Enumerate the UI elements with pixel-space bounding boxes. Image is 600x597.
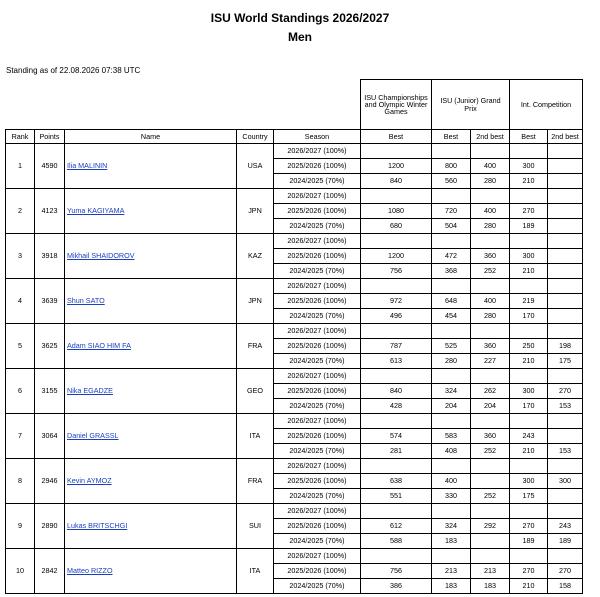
- page-subtitle: Men: [288, 30, 312, 44]
- skater-name-link[interactable]: Kevin AYMOZ: [67, 476, 112, 486]
- points-cell: 3639: [35, 279, 65, 324]
- gp-best-cell: 648: [432, 294, 471, 309]
- season-cell: 2026/2027 (100%): [274, 459, 361, 474]
- gp-2nd-best-cell: 400: [471, 204, 510, 219]
- champ-best-cell: 428: [361, 399, 432, 414]
- gp-2nd-best-cell: [471, 534, 510, 549]
- season-cell: 2026/2027 (100%): [274, 189, 361, 204]
- col-rank: Rank: [6, 130, 35, 144]
- gp-2nd-best-cell: 280: [471, 174, 510, 189]
- gp-2nd-best-cell: 262: [471, 384, 510, 399]
- gp-2nd-best-cell: 360: [471, 339, 510, 354]
- gp-best-cell: 583: [432, 429, 471, 444]
- season-cell: 2024/2025 (70%): [274, 489, 361, 504]
- season-cell: 2026/2027 (100%): [274, 414, 361, 429]
- group-header-int-competition: Int. Competition: [510, 80, 583, 130]
- champ-best-cell: 756: [361, 564, 432, 579]
- country-cell: JPN: [237, 189, 274, 234]
- champ-best-cell: [361, 369, 432, 384]
- ic-2nd-best-cell: 153: [548, 399, 583, 414]
- ic-best-cell: 219: [510, 294, 548, 309]
- champ-best-cell: 756: [361, 264, 432, 279]
- gp-best-cell: 472: [432, 249, 471, 264]
- skater-name-link[interactable]: Ilia MALININ: [67, 161, 108, 171]
- gp-best-cell: 368: [432, 264, 471, 279]
- champ-best-cell: 787: [361, 339, 432, 354]
- champ-best-cell: 1080: [361, 204, 432, 219]
- season-cell: 2024/2025 (70%): [274, 354, 361, 369]
- skater-name-cell: [65, 144, 237, 189]
- country-cell: SUI: [237, 504, 274, 549]
- season-cell: 2026/2027 (100%): [274, 369, 361, 384]
- table-row: [6, 189, 583, 204]
- champ-best-cell: 840: [361, 174, 432, 189]
- ic-best-cell: [510, 324, 548, 339]
- champ-best-cell: 1200: [361, 249, 432, 264]
- ic-best-cell: 170: [510, 399, 548, 414]
- ic-2nd-best-cell: 300: [548, 474, 583, 489]
- champ-best-cell: 574: [361, 429, 432, 444]
- skater-name-cell: [65, 549, 237, 594]
- table-row: [6, 414, 583, 429]
- champ-best-cell: 551: [361, 489, 432, 504]
- ic-2nd-best-cell: 243: [548, 519, 583, 534]
- ic-2nd-best-cell: [548, 219, 583, 234]
- ic-2nd-best-cell: [548, 279, 583, 294]
- rank-cell: 3: [6, 234, 35, 279]
- gp-2nd-best-cell: [471, 234, 510, 249]
- gp-best-cell: [432, 369, 471, 384]
- col-name: Name: [65, 130, 237, 144]
- col-ic-2nd-best: 2nd best: [548, 130, 583, 144]
- ic-2nd-best-cell: [548, 159, 583, 174]
- country-cell: ITA: [237, 414, 274, 459]
- skater-name-cell: [65, 459, 237, 504]
- season-cell: 2024/2025 (70%): [274, 399, 361, 414]
- ic-2nd-best-cell: [548, 429, 583, 444]
- skater-name-link[interactable]: Matteo RIZZO: [67, 566, 113, 576]
- points-cell: 2946: [35, 459, 65, 504]
- skater-name-cell: [65, 234, 237, 279]
- champ-best-cell: 680: [361, 219, 432, 234]
- champ-best-cell: 638: [361, 474, 432, 489]
- gp-2nd-best-cell: [471, 474, 510, 489]
- rank-cell: 1: [6, 144, 35, 189]
- rank-cell: 4: [6, 279, 35, 324]
- rank-cell: 10: [6, 549, 35, 594]
- gp-2nd-best-cell: 183: [471, 579, 510, 594]
- ic-best-cell: 170: [510, 309, 548, 324]
- ic-best-cell: 270: [510, 204, 548, 219]
- ic-2nd-best-cell: [548, 459, 583, 474]
- ic-2nd-best-cell: [548, 309, 583, 324]
- table-row: [6, 549, 583, 564]
- season-cell: 2024/2025 (70%): [274, 264, 361, 279]
- ic-best-cell: [510, 504, 548, 519]
- gp-2nd-best-cell: [471, 324, 510, 339]
- champ-best-cell: 496: [361, 309, 432, 324]
- ic-best-cell: 300: [510, 159, 548, 174]
- champ-best-cell: 612: [361, 519, 432, 534]
- ic-best-cell: 243: [510, 429, 548, 444]
- champ-best-cell: 386: [361, 579, 432, 594]
- season-cell: 2025/2026 (100%): [274, 249, 361, 264]
- gp-best-cell: 213: [432, 564, 471, 579]
- ic-best-cell: 250: [510, 339, 548, 354]
- gp-best-cell: 183: [432, 534, 471, 549]
- champ-best-cell: 613: [361, 354, 432, 369]
- skater-name-link[interactable]: Lukas BRITSCHGI: [67, 521, 128, 531]
- skater-name-link[interactable]: Daniel GRASSL: [67, 431, 119, 441]
- table-row: [6, 369, 583, 384]
- champ-best-cell: 588: [361, 534, 432, 549]
- gp-best-cell: 324: [432, 384, 471, 399]
- ic-best-cell: 189: [510, 219, 548, 234]
- rank-cell: 2: [6, 189, 35, 234]
- champ-best-cell: 972: [361, 294, 432, 309]
- season-cell: 2024/2025 (70%): [274, 534, 361, 549]
- col-season: Season: [274, 130, 361, 144]
- season-cell: 2026/2027 (100%): [274, 234, 361, 249]
- gp-best-cell: [432, 279, 471, 294]
- table-row: [6, 234, 583, 249]
- gp-2nd-best-cell: [471, 549, 510, 564]
- season-cell: 2024/2025 (70%): [274, 579, 361, 594]
- gp-best-cell: 204: [432, 399, 471, 414]
- ic-2nd-best-cell: [548, 234, 583, 249]
- ic-2nd-best-cell: [548, 294, 583, 309]
- skater-name-link[interactable]: Yuma KAGIYAMA: [67, 206, 125, 216]
- col-gp-best: Best: [432, 130, 471, 144]
- country-cell: KAZ: [237, 234, 274, 279]
- gp-2nd-best-cell: 204: [471, 399, 510, 414]
- col-points: Points: [35, 130, 65, 144]
- champ-best-cell: 281: [361, 444, 432, 459]
- season-cell: 2026/2027 (100%): [274, 279, 361, 294]
- gp-best-cell: 800: [432, 159, 471, 174]
- ic-best-cell: 210: [510, 444, 548, 459]
- rank-cell: 9: [6, 504, 35, 549]
- ic-best-cell: [510, 189, 548, 204]
- gp-2nd-best-cell: 400: [471, 159, 510, 174]
- skater-name-cell: [65, 189, 237, 234]
- champ-best-cell: [361, 189, 432, 204]
- gp-best-cell: 330: [432, 489, 471, 504]
- season-cell: 2025/2026 (100%): [274, 474, 361, 489]
- ic-best-cell: 300: [510, 249, 548, 264]
- season-cell: 2025/2026 (100%): [274, 564, 361, 579]
- ic-2nd-best-cell: [548, 249, 583, 264]
- ic-2nd-best-cell: [548, 264, 583, 279]
- season-cell: 2026/2027 (100%): [274, 504, 361, 519]
- champ-best-cell: [361, 144, 432, 159]
- page-title: ISU World Standings 2026/2027: [210, 11, 390, 25]
- ic-best-cell: 210: [510, 354, 548, 369]
- ic-2nd-best-cell: 153: [548, 444, 583, 459]
- gp-2nd-best-cell: 280: [471, 219, 510, 234]
- champ-best-cell: 1200: [361, 159, 432, 174]
- ic-best-cell: 300: [510, 384, 548, 399]
- points-cell: 2890: [35, 504, 65, 549]
- country-cell: FRA: [237, 324, 274, 369]
- champ-best-cell: [361, 459, 432, 474]
- table-row: [6, 279, 583, 294]
- season-cell: 2024/2025 (70%): [274, 444, 361, 459]
- points-cell: 3918: [35, 234, 65, 279]
- gp-2nd-best-cell: [471, 459, 510, 474]
- gp-2nd-best-cell: [471, 504, 510, 519]
- ic-best-cell: [510, 459, 548, 474]
- gp-2nd-best-cell: 292: [471, 519, 510, 534]
- ic-best-cell: 210: [510, 579, 548, 594]
- ic-best-cell: 270: [510, 564, 548, 579]
- ic-2nd-best-cell: 198: [548, 339, 583, 354]
- skater-name-cell: [65, 414, 237, 459]
- season-cell: 2025/2026 (100%): [274, 294, 361, 309]
- ic-2nd-best-cell: [548, 324, 583, 339]
- ic-best-cell: [510, 144, 548, 159]
- country-cell: USA: [237, 144, 274, 189]
- gp-best-cell: 408: [432, 444, 471, 459]
- points-cell: 4123: [35, 189, 65, 234]
- season-cell: 2026/2027 (100%): [274, 549, 361, 564]
- gp-best-cell: [432, 504, 471, 519]
- table-row: [6, 144, 583, 159]
- country-cell: GEO: [237, 369, 274, 414]
- skater-name-cell: [65, 369, 237, 414]
- ic-2nd-best-cell: [548, 489, 583, 504]
- country-cell: ITA: [237, 549, 274, 594]
- gp-2nd-best-cell: 252: [471, 264, 510, 279]
- gp-best-cell: 504: [432, 219, 471, 234]
- gp-2nd-best-cell: [471, 369, 510, 384]
- champ-best-cell: [361, 414, 432, 429]
- ic-2nd-best-cell: [548, 549, 583, 564]
- gp-best-cell: [432, 324, 471, 339]
- season-cell: 2024/2025 (70%): [274, 219, 361, 234]
- ic-best-cell: 300: [510, 474, 548, 489]
- season-cell: 2024/2025 (70%): [274, 174, 361, 189]
- gp-best-cell: 525: [432, 339, 471, 354]
- points-cell: 3155: [35, 369, 65, 414]
- ic-2nd-best-cell: [548, 144, 583, 159]
- season-cell: 2025/2026 (100%): [274, 429, 361, 444]
- season-cell: 2026/2027 (100%): [274, 144, 361, 159]
- col-country: Country: [237, 130, 274, 144]
- points-cell: 3625: [35, 324, 65, 369]
- gp-best-cell: 280: [432, 354, 471, 369]
- gp-2nd-best-cell: 252: [471, 489, 510, 504]
- gp-2nd-best-cell: 400: [471, 294, 510, 309]
- ic-best-cell: [510, 234, 548, 249]
- ic-best-cell: [510, 549, 548, 564]
- table-row: [6, 324, 583, 339]
- gp-best-cell: 324: [432, 519, 471, 534]
- points-cell: 2842: [35, 549, 65, 594]
- gp-best-cell: 183: [432, 579, 471, 594]
- champ-best-cell: [361, 324, 432, 339]
- table-row: [6, 459, 583, 474]
- ic-2nd-best-cell: [548, 174, 583, 189]
- skater-name-cell: [65, 324, 237, 369]
- champ-best-cell: 840: [361, 384, 432, 399]
- col-champ-best: Best: [361, 130, 432, 144]
- skater-name-cell: [65, 279, 237, 324]
- champ-best-cell: [361, 234, 432, 249]
- gp-best-cell: [432, 549, 471, 564]
- standing-timestamp: Standing as of 22.08.2026 07:38 UTC: [6, 66, 141, 75]
- champ-best-cell: [361, 279, 432, 294]
- ic-best-cell: 270: [510, 519, 548, 534]
- country-cell: FRA: [237, 459, 274, 504]
- skater-name-link[interactable]: Mikhail SHAIDOROV: [67, 251, 135, 261]
- ic-best-cell: 210: [510, 174, 548, 189]
- champ-best-cell: [361, 504, 432, 519]
- gp-2nd-best-cell: 360: [471, 249, 510, 264]
- rank-cell: 5: [6, 324, 35, 369]
- gp-best-cell: 720: [432, 204, 471, 219]
- points-cell: 4590: [35, 144, 65, 189]
- rank-cell: 8: [6, 459, 35, 504]
- gp-2nd-best-cell: [471, 144, 510, 159]
- gp-2nd-best-cell: [471, 414, 510, 429]
- table-row: [6, 504, 583, 519]
- ic-2nd-best-cell: [548, 504, 583, 519]
- gp-2nd-best-cell: [471, 189, 510, 204]
- gp-best-cell: [432, 234, 471, 249]
- rank-cell: 6: [6, 369, 35, 414]
- ic-best-cell: [510, 369, 548, 384]
- skater-name-link[interactable]: Nika EGADZE: [67, 386, 113, 396]
- ic-best-cell: [510, 414, 548, 429]
- ic-2nd-best-cell: 158: [548, 579, 583, 594]
- ic-2nd-best-cell: [548, 414, 583, 429]
- country-cell: JPN: [237, 279, 274, 324]
- column-header-row: [6, 130, 583, 144]
- col-ic-best: Best: [510, 130, 548, 144]
- skater-name-link[interactable]: Adam SIAO HIM FA: [67, 341, 131, 351]
- group-header-grand-prix: ISU (Junior) Grand Prix: [432, 80, 510, 130]
- season-cell: 2024/2025 (70%): [274, 309, 361, 324]
- gp-2nd-best-cell: 213: [471, 564, 510, 579]
- ic-best-cell: 210: [510, 264, 548, 279]
- gp-2nd-best-cell: 280: [471, 309, 510, 324]
- ic-2nd-best-cell: [548, 369, 583, 384]
- skater-name-cell: [65, 504, 237, 549]
- group-header-row: [6, 80, 583, 130]
- ic-2nd-best-cell: [548, 204, 583, 219]
- rank-cell: 7: [6, 414, 35, 459]
- season-cell: 2025/2026 (100%): [274, 339, 361, 354]
- gp-best-cell: [432, 144, 471, 159]
- ic-2nd-best-cell: 189: [548, 534, 583, 549]
- skater-name-link[interactable]: Shun SATO: [67, 296, 105, 306]
- gp-best-cell: 560: [432, 174, 471, 189]
- season-cell: 2025/2026 (100%): [274, 204, 361, 219]
- season-cell: 2026/2027 (100%): [274, 324, 361, 339]
- standings-table: [5, 79, 583, 594]
- ic-2nd-best-cell: 175: [548, 354, 583, 369]
- ic-best-cell: [510, 279, 548, 294]
- champ-best-cell: [361, 549, 432, 564]
- col-gp-2nd-best: 2nd best: [471, 130, 510, 144]
- points-cell: 3064: [35, 414, 65, 459]
- gp-best-cell: [432, 414, 471, 429]
- season-cell: 2025/2026 (100%): [274, 384, 361, 399]
- season-cell: 2025/2026 (100%): [274, 519, 361, 534]
- ic-best-cell: 189: [510, 534, 548, 549]
- gp-best-cell: [432, 459, 471, 474]
- season-cell: 2025/2026 (100%): [274, 159, 361, 174]
- gp-2nd-best-cell: 252: [471, 444, 510, 459]
- ic-2nd-best-cell: 270: [548, 564, 583, 579]
- ic-2nd-best-cell: 270: [548, 384, 583, 399]
- ic-2nd-best-cell: [548, 189, 583, 204]
- gp-2nd-best-cell: [471, 279, 510, 294]
- gp-best-cell: [432, 189, 471, 204]
- gp-best-cell: 400: [432, 474, 471, 489]
- gp-2nd-best-cell: 360: [471, 429, 510, 444]
- ic-best-cell: 175: [510, 489, 548, 504]
- group-header-championships: ISU Championships and Olympic Winter Games: [361, 80, 432, 130]
- gp-2nd-best-cell: 227: [471, 354, 510, 369]
- gp-best-cell: 454: [432, 309, 471, 324]
